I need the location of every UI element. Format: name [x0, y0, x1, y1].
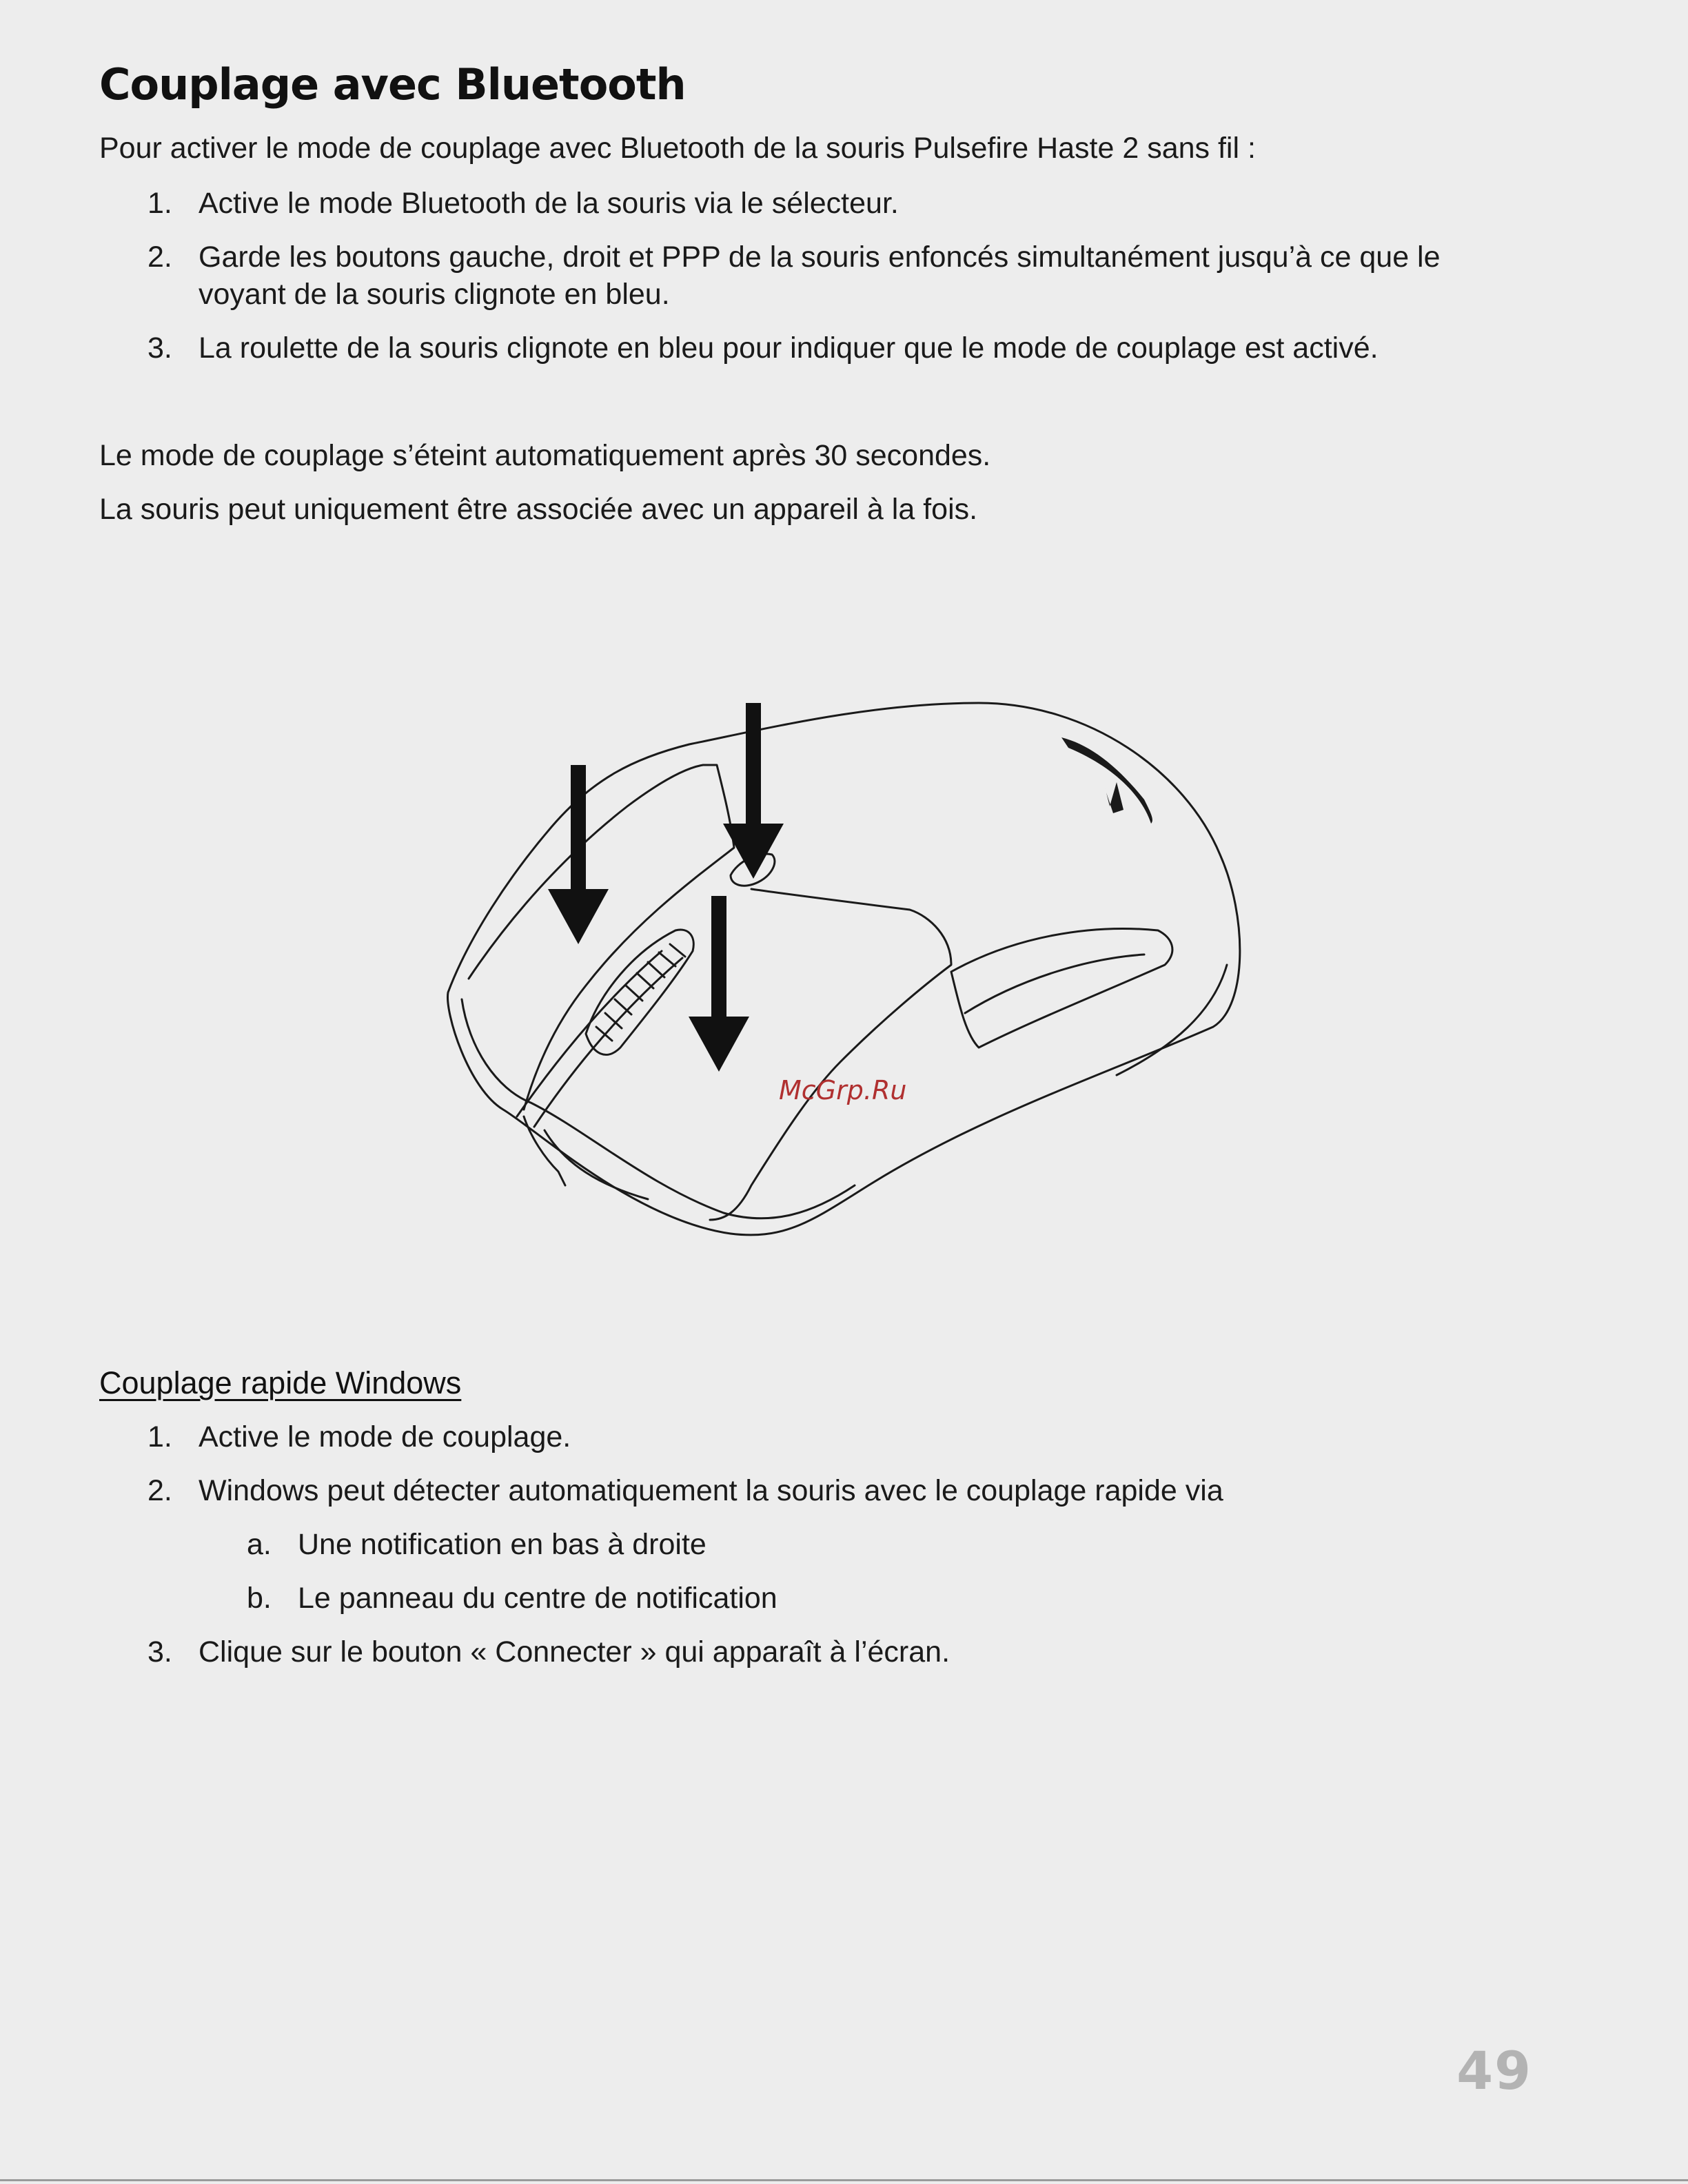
step-text: Active le mode Bluetooth de la souris via le sélecteur. [199, 187, 899, 220]
mouse-outline [448, 703, 1240, 1235]
left-button-arrow [548, 765, 609, 944]
section-title: Couplage avec Bluetooth [99, 59, 686, 110]
step-number: 3. [148, 331, 172, 365]
step-number: 2. [148, 241, 172, 274]
substep-letter: a. [247, 1528, 272, 1561]
step-number: 1. [148, 1420, 172, 1453]
dpi-button-arrow [723, 703, 784, 879]
substep-text: Le panneau du centre de notification [298, 1582, 777, 1615]
step-text: La roulette de la souris clignote en bleu pour indiquer que le mode de couplage est activé. [199, 331, 1379, 365]
step-text: Clique sur le bouton « Connecter » qui apparaît à l’écran. [199, 1635, 950, 1668]
mouse-illustration [427, 689, 1254, 1268]
page-number: 49 [1456, 2040, 1532, 2101]
single-device-note: La souris peut uniquement être associée avec un appareil à la fois. [99, 493, 978, 526]
step-number: 3. [148, 1635, 172, 1668]
substep-text: Une notification en bas à droite [298, 1528, 706, 1561]
auto-off-note: Le mode de couplage s’éteint automatiquement après 30 secondes. [99, 439, 991, 472]
watermark-text: McGrp.Ru [779, 1075, 907, 1105]
press-arrows [548, 703, 784, 1072]
step-text: Garde les boutons gauche, droit et PPP de la souris enfoncés simultanément jusqu’à ce que le [199, 241, 1441, 274]
step-number: 2. [148, 1474, 172, 1507]
page-bottom-rule [0, 2179, 1688, 2181]
hyperx-logo-icon [1061, 737, 1152, 824]
step-text-continued: voyant de la souris clignote en bleu. [199, 278, 670, 311]
intro-paragraph: Pour activer le mode de couplage avec Bluetooth de la souris Pulsefire Haste 2 sans fil : [99, 132, 1256, 165]
step-text: Windows peut détecter automatiquement la souris avec le couplage rapide via [199, 1474, 1223, 1507]
step-text: Active le mode de couplage. [199, 1420, 571, 1453]
step-number: 1. [148, 187, 172, 220]
substep-letter: b. [247, 1582, 272, 1615]
windows-section-heading: Couplage rapide Windows [99, 1365, 462, 1400]
right-button-arrow [689, 896, 749, 1072]
